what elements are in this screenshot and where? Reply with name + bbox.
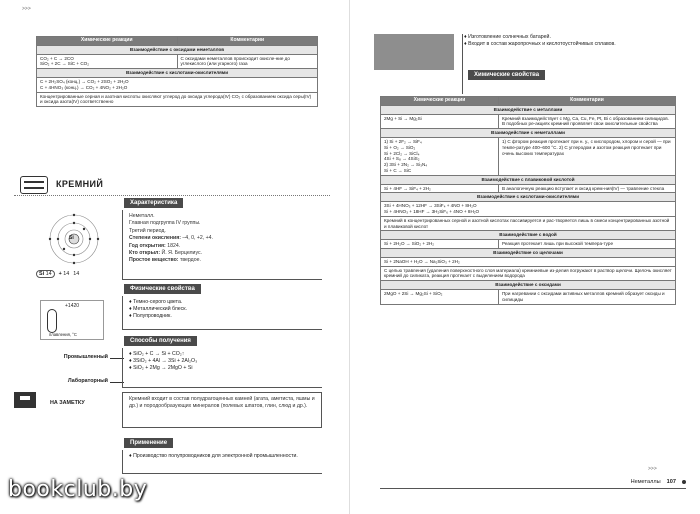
physical-label: Физические свойства <box>124 284 201 294</box>
equation: Si + 4HNO₃ + 18HF → 3H₂SiF₆ + 4NO + 8H₂O <box>384 208 480 214</box>
equation: 2MgO + 2Si → Mg₂Si + SiO₂ <box>384 290 443 296</box>
list-item: ♦ Полупроводник. <box>129 313 172 320</box>
atom-z: Si 14 <box>36 270 55 278</box>
melting-caption: плавления, °C <box>49 332 77 337</box>
table-section: Взаимодействие со щелочами <box>381 248 676 257</box>
col-header-reactions: Химические реакции <box>37 37 178 46</box>
reaction-cell <box>381 137 499 175</box>
char-prop: Кто открыл: Й. Я. Берцелиус. <box>129 250 203 257</box>
table-body <box>381 105 676 304</box>
thermometer-icon <box>47 309 57 333</box>
equation: SiO₂ + 2C → SiC + CO₂ <box>40 61 90 67</box>
comment-cell: При нагревании с оксидами активных металлов кремний образует оксиды и силициды <box>499 289 676 304</box>
equation: Si + 2NaOH + H₂O → Na₂SiO₃ + 2H₂ <box>384 258 460 264</box>
col-header-reactions: Химические реакции <box>381 97 499 106</box>
equation: Si + 4HF → SiF₄ + 2H₂ <box>384 185 431 191</box>
characteristic-section <box>122 210 322 280</box>
char-line: Главная подгруппа IV группы. <box>129 220 201 227</box>
table-row <box>381 240 676 249</box>
equation: 2Mg + Si → Mg₂Si <box>384 115 422 121</box>
reaction-cell <box>381 202 676 217</box>
table-row <box>381 257 676 266</box>
table-row <box>381 202 676 217</box>
table-section: Взаимодействие с металлами <box>381 105 676 114</box>
atom-symbol: Si <box>69 235 74 241</box>
page-number: 107 <box>666 479 676 485</box>
char-prop: Степени окисления: –4, 0, +2, +4. <box>129 235 213 242</box>
comment-cell: Кремний взаимодействует с Mg, Ca, Cu, Fe, Pt, Bi с образованием силицидов. В подобных ре-акциях кремний проявляет свои окислительные свойства <box>499 114 676 129</box>
reactions-table-top <box>36 36 318 107</box>
equation: 1) Si + 2F₂ → SiF₄ <box>384 138 422 144</box>
table-row <box>381 193 676 202</box>
watermark-logo: bookclub.by <box>8 477 148 502</box>
corner-block <box>374 34 454 70</box>
note-text: Кремний входит в состав полудрагоценных камней (агата, аметиста, яшмы и др.) и породообразующих минералов (полевых шпатов, глин, слюд и др.). <box>129 396 315 409</box>
equation: Si + 2Cl₂ → SiCl₄ <box>384 150 420 156</box>
equation: 4Si + S₈ → 4SiS₂ <box>384 156 420 162</box>
comment-cell: С целью травления (удаления поверхностного слоя материала) кремниевые из-делия погружают в раствор щелочи. Щелочь окисляет кремний до силиката, реакция протекает с выделением водорода <box>381 266 676 281</box>
reaction-cell <box>381 114 499 129</box>
equation: Si + C → SiC <box>384 167 412 173</box>
list-item: ♦ Металлический блеск. <box>129 306 187 313</box>
char-prop: Простое вещество: твердое. <box>129 257 201 264</box>
table-section: Взаимодействие с оксидами <box>381 281 676 290</box>
table-row <box>381 248 676 257</box>
table-row <box>381 175 676 184</box>
industrial-label: Промышленный <box>63 354 108 360</box>
table-row <box>381 231 676 240</box>
comment-cell: В аналогичную реакцию вступает и оксид крем-ния(IV) — травление стекла <box>499 184 676 193</box>
list-item: ♦ 3SiO₂ + 4Al → 3Si + 2Al₂O₃ <box>129 358 198 365</box>
atom-diagram <box>40 212 108 266</box>
table-row <box>381 184 676 193</box>
list-item: ♦ Изготовление солнечных батарей. <box>464 34 551 40</box>
physical-section <box>122 296 322 330</box>
table-row <box>381 137 676 175</box>
element-header <box>14 176 330 196</box>
comment-cell: Концентрированные серная и азотная кислоты окисляют углерод до оксида углерода(IV) CO₂ с образованием оксида серы(IV) и оксида азота(IV) соответственно <box>37 92 318 107</box>
lab-label: Лабораторный <box>67 378 108 384</box>
table-section: Взаимодействие с неметаллами <box>381 129 676 138</box>
list-item: ♦ SiO₂ + C → Si + CO₂↑ <box>129 351 185 357</box>
chem-props-label: Химические свойства <box>468 70 545 80</box>
table-row <box>381 114 676 129</box>
application-label: Применение <box>124 438 173 448</box>
equation: C + 2H₂SO₄ (конц.) → CO₂ + 2SO₂ + 2H₂O <box>40 78 129 84</box>
reaction-cell <box>37 77 318 92</box>
atom-shells-icon <box>40 212 108 266</box>
element-title: КРЕМНИЙ <box>56 179 104 189</box>
char-line: Неметалл. <box>129 213 155 219</box>
footer <box>560 476 686 488</box>
header-bullets <box>464 34 674 48</box>
footer-rule <box>380 488 686 489</box>
comment-cell: С оксидами неметаллов происходит окисле-ние до углекислого (или угарного) газа <box>177 54 318 69</box>
page-mark: >>> <box>22 6 31 12</box>
table-row <box>381 289 676 304</box>
footer-title: Неметаллы <box>630 479 661 485</box>
vertical-rule <box>462 34 463 94</box>
table-row <box>381 129 676 138</box>
table-row <box>381 105 676 114</box>
equation: Si + 2H₂O → SiO₂ + 2H₂ <box>384 241 435 247</box>
reaction-cell <box>381 240 499 249</box>
list-item: ♦ Производство полупроводников для электронной промышленности. <box>129 453 298 459</box>
footer-mark: >>> <box>648 466 657 472</box>
obtaining-label: Способы получения <box>124 336 197 346</box>
application-section <box>122 450 322 474</box>
reaction-cell <box>381 257 676 266</box>
char-prop: Год открытия: 1824. <box>129 242 181 249</box>
page-dot-icon <box>682 480 686 484</box>
equation: Si + O₂ → SiO₂ <box>384 144 416 150</box>
atom-numbers <box>36 270 116 278</box>
atom-electrons: 14 <box>73 271 80 277</box>
table-row <box>381 266 676 281</box>
element-logo-icon <box>20 176 48 194</box>
table-section: Взаимодействие с плавиковой кислотой <box>381 175 676 184</box>
hat-icon <box>20 396 30 401</box>
table-section: Взаимодействие с оксидами неметаллов <box>37 45 318 54</box>
list-item: ♦ Темно-серого цвета. <box>129 299 183 305</box>
reaction-cell <box>37 54 178 69</box>
list-item: ♦ Входит в состав жаропрочных и кислотоустойчивых сплавов. <box>464 41 616 48</box>
melting-temp: +1420 <box>65 303 80 309</box>
table-section: Взаимодействие с кислотами-окислителями <box>37 69 318 78</box>
comment-cell: Реакция протекает лишь при высокой темпера-туре <box>499 240 676 249</box>
equation: 2) 3Si + 2N₂ → Si₃N₄ <box>384 162 428 168</box>
equation: CO₂ + C → 2CO <box>40 55 74 61</box>
reaction-cell <box>381 289 499 304</box>
melting-box <box>40 300 104 340</box>
table-row <box>381 216 676 231</box>
reaction-cell <box>381 184 499 193</box>
list-item: ♦ SiO₂ + 2Mg → 2MgO + Si <box>129 365 193 372</box>
equation: 3Si + 4HNO₃ + 12HF → 3SiF₄ + 4NO + 8H₂O <box>384 203 477 209</box>
obtaining-section <box>122 348 322 388</box>
comment-cell: 1) С фтором реакция протекает при н. у., с кислородом, хлором и серой — при темпе-ратуре 400–600 °C. 2) С углеродом и азотом реакция протекает при очень высоких температурах <box>499 137 676 175</box>
chem-props-table <box>380 96 676 305</box>
table-section: Взаимодействие с кислотами-окислителями <box>381 193 676 202</box>
col-header-comments: Комментарии <box>499 97 676 106</box>
equation: C + 4HNO₃ (конц.) → CO₂ + 4NO₂ + 2H₂O <box>40 84 128 90</box>
right-page <box>350 0 700 514</box>
char-line: Третий период. <box>129 227 166 234</box>
note-box <box>122 392 322 428</box>
note-label: НА ЗАМЕТКУ <box>46 398 89 408</box>
characteristic-label: Характеристика <box>124 198 183 208</box>
atom-mass: + 14 <box>58 271 70 277</box>
col-header-comments: Комментарии <box>177 37 318 46</box>
table-row <box>381 281 676 290</box>
comment-cell: Кремний в концентрированных серной и азотной кислотах пассивируется и рас-творяется лишь в смеси концентрированных азотной и плавиковой кислот <box>381 216 676 231</box>
table-section: Взаимодействие с водой <box>381 231 676 240</box>
